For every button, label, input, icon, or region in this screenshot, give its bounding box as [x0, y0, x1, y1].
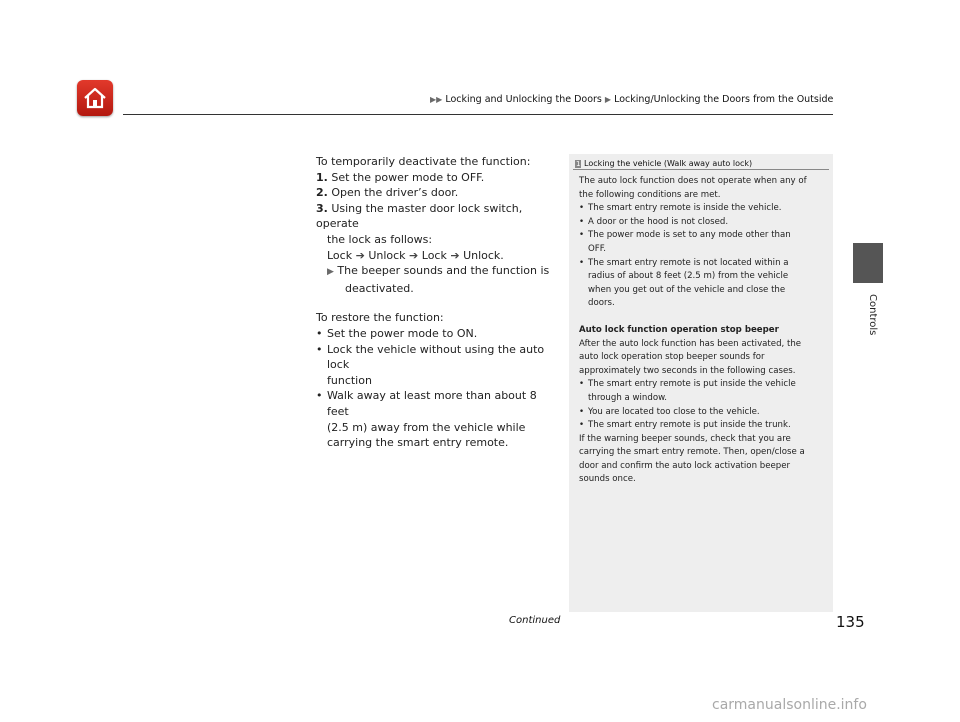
breadcrumb-arrow-icon: ▶▶ [430, 95, 443, 104]
section-tab-label: Controls [867, 294, 878, 336]
home-icon [82, 86, 108, 110]
sidebar-text: The auto lock function does not operate when any of [579, 176, 807, 186]
bullet-icon: • [579, 216, 585, 227]
list-item [579, 202, 827, 216]
step-2 [316, 185, 560, 201]
list-item [316, 326, 560, 342]
list-item [579, 406, 827, 420]
bullet-icon: • [579, 379, 585, 390]
list-item-cont: (2.5 m) away from the vehicle while [327, 420, 526, 434]
bullet-icon: • [579, 230, 585, 241]
sidebar-body [579, 175, 827, 487]
sidebar-text: approximately two seconds in the following cases. [579, 365, 796, 376]
watermark: carmanualsonline.info [712, 697, 867, 713]
sidebar-text: auto lock operation stop beeper sounds for [579, 352, 765, 363]
bullet-icon: • [579, 406, 585, 417]
list-item-cont: carrying the smart entry remote. [327, 436, 509, 450]
list-item-cont: through a window. [588, 392, 668, 403]
sidebar-text: After the auto lock function has been activated, the [579, 338, 802, 349]
list-item-cont: doors. [588, 298, 615, 309]
result-line [316, 263, 560, 281]
header-divider [123, 114, 833, 115]
sidebar-text: If the warning beeper sounds, check that you are [579, 433, 791, 444]
list-item-cont: function [327, 373, 372, 387]
sidebar-text: carrying the smart entry remote. Then, open/close a [579, 447, 805, 458]
sidebar-divider [573, 169, 829, 170]
list-item [579, 229, 827, 243]
list-item-text: Walk away at least more than about 8 feet [327, 389, 537, 418]
breadcrumb-item-from-outside[interactable]: Locking/Unlocking the Doors from the Outside [614, 94, 834, 105]
result-cont: deactivated. [345, 281, 414, 295]
list-item-text: Set the power mode to ON. [327, 326, 478, 340]
step-text: Open the driver’s door. [331, 186, 459, 200]
result-arrow-icon: ▶ [327, 267, 334, 278]
step-number: 3. [316, 201, 328, 215]
intro-text: To temporarily deactivate the function: [316, 155, 531, 168]
list-item [579, 257, 827, 271]
list-item [316, 342, 560, 373]
sequence-item: Unlock [368, 248, 406, 262]
breadcrumb-item-locking-unlocking[interactable]: Locking and Unlocking the Doors [445, 94, 602, 105]
list-item-text: The power mode is set to any mode other than [588, 230, 791, 241]
sidebar-text: the following conditions are met. [579, 189, 721, 200]
list-item [579, 378, 827, 392]
list-item-cont: OFF. [588, 243, 607, 254]
list-item-text: The smart entry remote is inside the vehicle. [588, 203, 782, 214]
continued-label: Continued [509, 615, 561, 626]
list-item-text: You are located too close to the vehicle. [588, 406, 760, 417]
restore-text: To restore the function: [316, 311, 444, 325]
list-item-text: A door or the hood is not closed. [588, 216, 729, 227]
list-item-cont: when you get out of the vehicle and close the [588, 284, 786, 295]
list-item-text: The smart entry remote is not located within a [588, 257, 789, 268]
list-item [579, 419, 827, 433]
sidebar-subheading: Auto lock function operation stop beeper [579, 324, 779, 335]
step-1 [316, 170, 560, 186]
bullet-icon: • [316, 326, 323, 340]
reference-mark-icon: 1 [576, 160, 581, 168]
step-number: 2. [316, 186, 328, 200]
breadcrumb [430, 94, 833, 105]
page-number: 135 [836, 613, 865, 631]
arrow-right-icon: ➔ [355, 248, 365, 262]
section-tab-marker[interactable] [853, 243, 883, 283]
sequence-item: Lock [327, 248, 353, 262]
list-item-cont: radius of about 8 feet (2.5 m) from the vehicle [588, 271, 789, 282]
sidebar-heading [575, 159, 752, 168]
sequence-item: Lock [421, 248, 447, 262]
home-button[interactable] [77, 80, 113, 116]
bullet-icon: • [316, 342, 323, 356]
info-sidebar [569, 154, 833, 612]
step-3-cont: the lock as follows: [327, 232, 433, 246]
lock-sequence [316, 248, 560, 264]
list-item-text: Lock the vehicle without using the auto lock [327, 342, 545, 372]
step-text: Set the power mode to OFF. [331, 170, 485, 184]
main-content [316, 154, 560, 451]
sequence-item: Unlock. [463, 248, 504, 262]
list-item [316, 388, 560, 419]
breadcrumb-arrow-icon: ▶ [604, 95, 612, 104]
list-item-text: The smart entry remote is put inside the vehicle [588, 379, 796, 390]
arrow-right-icon: ➔ [409, 248, 419, 262]
bullet-icon: • [579, 257, 585, 268]
bullet-icon: • [579, 203, 585, 214]
sidebar-text: sounds once. [579, 474, 636, 485]
step-number: 1. [316, 170, 328, 184]
bullet-icon: • [579, 420, 585, 431]
result-text: The beeper sounds and the function is [337, 264, 550, 278]
list-item-text: The smart entry remote is put inside the trunk. [588, 420, 791, 431]
sidebar-text: door and confirm the auto lock activation beeper [579, 460, 791, 471]
bullet-icon: • [316, 389, 323, 403]
step-3 [316, 201, 560, 232]
sidebar-heading-text: Locking the vehicle (Walk away auto lock) [584, 159, 753, 168]
list-item [579, 216, 827, 230]
arrow-right-icon: ➔ [450, 248, 460, 262]
step-text: Using the master door lock switch, operate [316, 201, 523, 231]
